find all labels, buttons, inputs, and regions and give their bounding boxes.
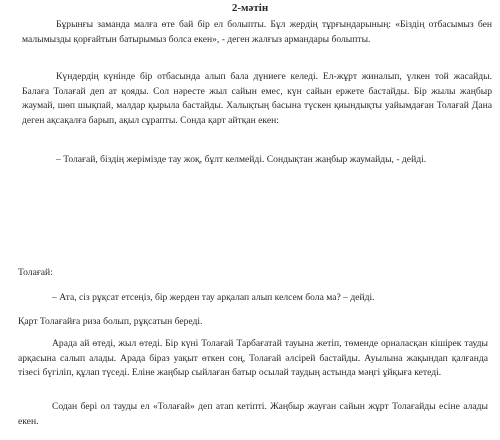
document-page-top: [0, 0, 500, 200]
paragraph-intro: Бұрынғы заманда малға өте бай бір ел болыпты. Бұл жердің тұрғындарының: «Біздің отбасымыз бен малымызды қорғайтын батырымыз болса екен», - деген жалғыз армандары болыпты.: [22, 19, 492, 45]
document-title: 2-мәтін: [231, 2, 269, 14]
paragraph-journey: Арада ай өтеді, жыл өтеді. Бір күні Толағай Тарбағатай тауына жетіп, төменде орналасқан кішірек тауды арқасына салып алады. Арада біраз уақыт өткен соң, Толағай әлсірей бастайды. Ауылына жақындап қалғанда тізесі бүгіліп, құлап түседі. Еліне жаңбыр сыйлаған батыр осылай таудың астында мәңгі ұйқыға кетеді.: [18, 338, 488, 379]
paragraph-elder-speech: – Толағай, біздің жерімізде тау жоқ, бұлт келмейді. Сондықтан жаңбыр жаумайды, - дейді.: [56, 154, 427, 165]
paragraph-speaker: Толағай:: [18, 267, 53, 278]
paragraph-permission: Қарт Толағайға риза болып, рұқсатын береді.: [18, 316, 203, 327]
page-gap: [0, 200, 500, 258]
paragraph-birth: Күндердің күнінде бір отбасында алып бала дүниеге келеді. Ел-жұрт жиналып, үлкен той жасайды. Балаға Толағай деп ат қояды. Сол нәресте жыл сайын емес, күн сайын ержете бастайды. Бір жылы жаңбыр жаумай, шөп шықпай, малдар қырыла бастайды. Халықтың басына түскен қиындықты уайымдаған Толағай Дана деген ақсақалға барып, ақыл сұрапты. Сонда қарт айтқан екен:: [22, 71, 492, 126]
paragraph-ending: Содан бері ол тауды ел «Толағай» деп атап кетіпті. Жаңбыр жауған сайын жұрт Толағайды есіне алады екен.: [18, 401, 488, 427]
paragraph-request: – Ата, сіз рұқсат етсеңіз, бір жерден тау арқалап алып келсем бола ма? – дейді.: [52, 292, 375, 303]
